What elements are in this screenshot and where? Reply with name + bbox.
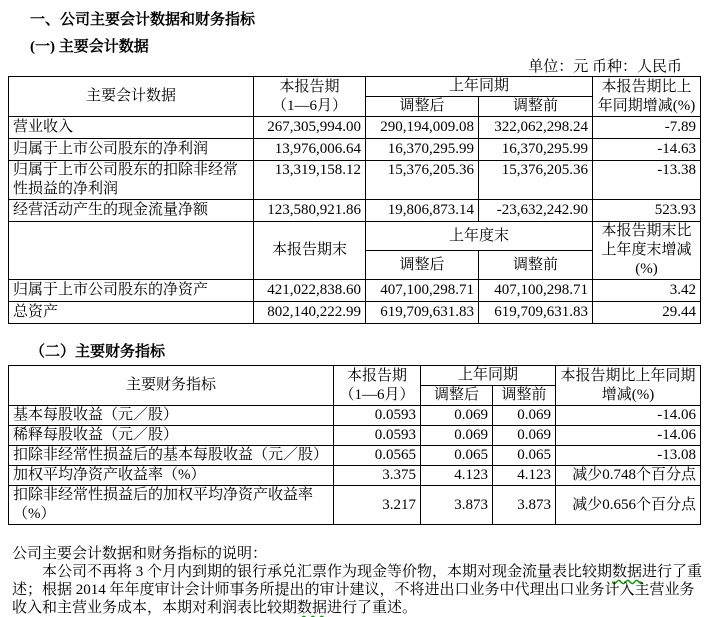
current-period-line2: （1—6月） [271, 97, 347, 114]
row-label: 归属于上市公司股东的净利润 [9, 139, 254, 161]
row-label: 加权平均净资产收益率（%） [9, 466, 334, 486]
row-adjusted-after-value: 3.873 [421, 486, 493, 525]
current-period-line1: 本报告期 [279, 78, 340, 95]
notes-section [12, 545, 703, 617]
row-adjusted-after-value: 16,370,295.99 [366, 139, 479, 161]
row-adjusted-before-value: 0.069 [493, 406, 556, 426]
key-financial-indicators-table [8, 365, 701, 525]
table1-header-adjusted-before: 调整前 [479, 97, 593, 117]
row-adjusted-before-value: -23,632,242.90 [479, 200, 593, 222]
table1-midheader-period-end: 本报告期末 [254, 222, 366, 280]
row-label: 总资产 [9, 302, 254, 324]
row-label: 稀释每股收益（元／股） [9, 426, 334, 446]
row-adjusted-after-value: 19,806,873.14 [366, 200, 479, 222]
section1-title: (一) 主要会计数据 [30, 39, 149, 55]
row-adjusted-before-value: 0.069 [493, 426, 556, 446]
table1-header-adjusted-after: 调整后 [366, 97, 479, 117]
notes-segment: 进行了重述；根据 2014 年年度审计会计师事务所提出的审计建议，不将进出口业务中代理出口业务计入主营业务收入和主营业务成本，本期对利润表比较期 [12, 564, 703, 616]
table-row-net-profit-deducted [9, 161, 701, 200]
row-change-value: 减少0.748个百分点 [556, 466, 701, 486]
row-change-value: -14.63 [593, 139, 701, 161]
row-current-value: 3.217 [334, 486, 421, 525]
table1-header-prior-period: 上年同期 [366, 77, 593, 97]
row-change-value: 减少0.656个百分点 [556, 486, 701, 525]
row-current-value: 0.0593 [334, 406, 421, 426]
row-current-value: 802,140,222.99 [254, 302, 366, 324]
row-adjusted-after-value: 407,100,298.71 [366, 280, 479, 302]
table1-midheader-row-1 [9, 222, 701, 251]
current-period-line1: 本报告期 [346, 367, 407, 384]
row-label: 归属于上市公司股东的净资产 [9, 280, 254, 302]
table1-header-change: 本报告期比上年同期增减(%) [593, 77, 701, 117]
row-current-value: 0.0565 [334, 446, 421, 466]
row-adjusted-before-value: 0.065 [493, 446, 556, 466]
table2-header-adjusted-before: 调整前 [493, 386, 556, 406]
table2-header-change: 本报告期比上年同期增减(%) [556, 366, 701, 406]
notes-paragraph [12, 563, 708, 617]
notes-segment: 进行了重述。 [327, 600, 418, 616]
table1-header-label: 主要会计数据 [9, 77, 254, 117]
row-current-value: 267,305,994.00 [254, 117, 366, 139]
table-row-net-assets [9, 280, 701, 302]
section2-title: （二）主要财务指标 [30, 344, 166, 360]
unit-note: 单位：元 币种：人民币 [528, 59, 682, 75]
row-change-value: 3.42 [593, 280, 701, 302]
key-accounting-data-table [8, 76, 701, 324]
row-adjusted-after-value: 4.123 [421, 466, 493, 486]
row-adjusted-after-value: 15,376,205.36 [366, 161, 479, 200]
current-period-line2: （1—6月） [339, 386, 415, 403]
table-row-diluted-eps [9, 426, 701, 446]
row-adjusted-after-value: 0.065 [421, 446, 493, 466]
row-label: 归属于上市公司股东的扣除非经常性损益的净利润 [9, 161, 254, 200]
table-row-weighted-roe [9, 466, 701, 486]
page-title: 一、公司主要会计数据和财务指标 [30, 12, 256, 28]
row-adjusted-before-value: 322,062,298.24 [479, 117, 593, 139]
row-current-value: 13,976,006.64 [254, 139, 366, 161]
table-row-basic-eps [9, 406, 701, 426]
table-row-revenue [9, 117, 701, 139]
table1-midheader-change: 本报告期末比上年度末增减(%) [593, 222, 701, 280]
row-adjusted-after-value: 0.069 [421, 426, 493, 446]
notes-segment-spellcheck: 数据 [612, 564, 643, 580]
table2-header-prior-period: 上年同期 [421, 366, 556, 386]
row-change-value: -7.89 [593, 117, 701, 139]
row-label: 扣除非经常性损益后的基本每股收益（元／股） [9, 446, 334, 466]
row-label: 经营活动产生的现金流量净额 [9, 200, 254, 222]
row-current-value: 421,022,838.60 [254, 280, 366, 302]
notes-heading: 公司主要会计数据和财务指标的说明： [12, 546, 268, 562]
row-adjusted-before-value: 15,376,205.36 [479, 161, 593, 200]
row-adjusted-before-value: 619,709,631.83 [479, 302, 593, 324]
row-adjusted-before-value: 16,370,295.99 [479, 139, 593, 161]
row-change-value: -13.08 [556, 446, 701, 466]
row-change-value: 523.93 [593, 200, 701, 222]
table-row-deducted-basic-eps [9, 446, 701, 466]
table1-header-row-1 [9, 77, 701, 97]
table-row-net-profit [9, 139, 701, 161]
row-label: 基本每股收益（元／股） [9, 406, 334, 426]
row-label: 营业收入 [9, 117, 254, 139]
table2-header-label: 主要财务指标 [9, 366, 334, 406]
row-current-value: 0.0593 [334, 426, 421, 446]
table2-header-row-1 [9, 366, 701, 386]
notes-segment-spellcheck: 数据 [297, 600, 328, 616]
table-row-deducted-weighted-roe [9, 486, 701, 525]
row-current-value: 13,319,158.12 [254, 161, 366, 200]
row-adjusted-after-value: 0.069 [421, 406, 493, 426]
row-adjusted-before-value: 3.873 [493, 486, 556, 525]
table2-header-current-period [334, 366, 421, 406]
row-adjusted-after-value: 290,194,009.08 [366, 117, 479, 139]
table1-header-current-period [254, 77, 366, 117]
row-adjusted-before-value: 407,100,298.71 [479, 280, 593, 302]
row-label: 扣除非经常性损益后的加权平均净资产收益率（%） [9, 486, 334, 525]
table-row-operating-cash-flow [9, 200, 701, 222]
table1-midheader-adjusted-before: 调整前 [479, 251, 593, 280]
row-change-value: -14.06 [556, 426, 701, 446]
row-current-value: 3.375 [334, 466, 421, 486]
table2-header-adjusted-after: 调整后 [421, 386, 493, 406]
notes-segment: 本公司不再将 3 个月内到期的银行承兑汇票作为现金等价物，本期对现金流量表比较期 [42, 564, 613, 580]
table1-midheader-prior-year-end: 上年度末 [366, 222, 593, 251]
table-row-total-assets [9, 302, 701, 324]
row-change-value: -14.06 [556, 406, 701, 426]
row-adjusted-after-value: 619,709,631.83 [366, 302, 479, 324]
row-current-value: 123,580,921.86 [254, 200, 366, 222]
table1-midheader-adjusted-after: 调整后 [366, 251, 479, 280]
table1-midheader-empty [9, 222, 254, 280]
row-change-value: 29.44 [593, 302, 701, 324]
row-adjusted-before-value: 4.123 [493, 466, 556, 486]
row-change-value: -13.38 [593, 161, 701, 200]
